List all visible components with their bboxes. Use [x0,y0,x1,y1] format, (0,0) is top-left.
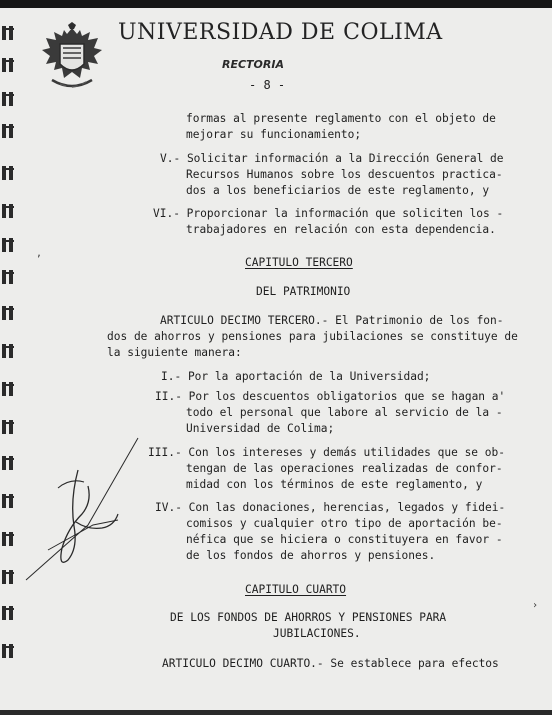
binder-hole [2,570,14,584]
binder-hole [2,306,14,320]
text-line: Universidad de Colima; [186,422,335,435]
binder-hole [2,494,14,508]
text-line: dos a los beneficiarios de este reglamento, y [186,184,490,197]
text-line: VI.- Proporcionar la información que soliciten los - [153,207,504,220]
binder-hole [2,644,14,658]
binder-hole [2,166,14,180]
binder-hole [2,26,14,40]
text-line: I.- Por la aportación de la Universidad; [161,370,431,383]
handwritten-signature [18,430,168,590]
binder-hole [2,606,14,620]
binder-hole [2,420,14,434]
scan-bottom-edge [0,710,552,715]
binder-holes [0,0,22,715]
text-line: III.- Con los intereses y demás utilidades que se ob- [148,446,505,459]
section-heading: DE LOS FONDOS DE AHORROS Y PENSIONES PARA [170,611,447,624]
text-line: Recursos Humanos sobre los descuentos practica- [186,168,503,181]
binder-hole [2,344,14,358]
text-line: midad con los términos de este reglamento, y [186,478,483,491]
binder-hole [2,58,14,72]
page-number: - 8 - [249,78,286,92]
text-line: II.- Por los descuentos obligatorios que se hagan a' [155,390,506,403]
text-line: néfica que se hiciera o constituyera en favor - [186,533,503,546]
text-line: la siguiente manera: [107,346,242,359]
text-line: todo el personal que labore al servicio de la - [186,406,503,419]
text-line: tengan de las operaciones realizadas de confor- [186,462,503,475]
section-heading: JUBILACIONES. [273,627,361,640]
eagle-crest-logo [40,22,104,94]
chapter-heading: CAPITULO TERCERO [245,256,353,269]
university-title: UNIVERSIDAD DE COLIMA [118,20,443,45]
binder-hole [2,382,14,396]
text-line: dos de ahorros y pensiones para jubilaciones se constituye de [107,330,518,343]
ink-dot: , [36,248,43,259]
text-line: formas al presente reglamento con el objeto de [186,112,496,125]
binder-hole [2,124,14,138]
text-line: ARTICULO DECIMO CUARTO.- Se establece para efectos [162,657,499,670]
binder-hole [2,532,14,546]
office-subtitle: RECTORIA [222,58,284,71]
binder-hole [2,238,14,252]
binder-hole [2,456,14,470]
binder-hole [2,270,14,284]
text-line: V.- Solicitar información a la Dirección General de [160,152,504,165]
text-line: trabajadores en relación con esta dependencia. [186,223,496,236]
chapter-heading: CAPITULO CUARTO [245,583,347,596]
binder-hole [2,92,14,106]
text-line: IV.- Con las donaciones, herencias, legados y fidei- [155,501,506,514]
section-heading: DEL PATRIMONIO [256,285,351,298]
text-line: mejorar su funcionamiento; [186,128,362,141]
scan-top-edge [0,0,552,8]
binder-hole [2,204,14,218]
text-line: comisos y cualquier otro tipo de aportación be- [186,517,503,530]
text-line: de los fondos de ahorros y pensiones. [186,549,436,562]
text-line: ARTICULO DECIMO TERCERO.- El Patrimonio de los fon- [160,314,504,327]
ink-dot: › [532,600,539,611]
